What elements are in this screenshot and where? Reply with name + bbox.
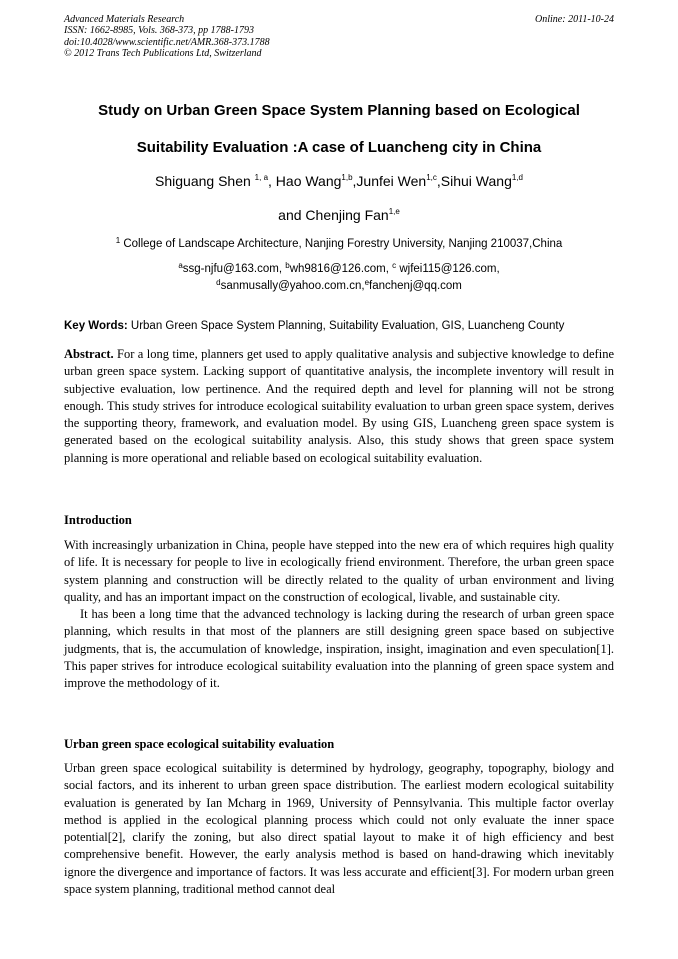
author-affil-mark: 1,b xyxy=(341,173,353,182)
email-mark: e xyxy=(364,277,370,287)
abstract-text: For a long time, planners get used to apply qualitative analysis and subjective knowledge to define urban green space system. Lacking support of quantitative analysis, the incomplete inventory will result in subjective evaluation, low pertinence. And the required depth and level for planning will not be strong enough. This study strives for introduce ecological suitability evaluation to urban green space system, derives the supporting theory, framework, and evaluation model. By using GIS, Luancheng green space system is generated based on the ecological suitability analysis. Also, this study shows that green space system planning is more operational and reliable based on ecological suitability evaluation. xyxy=(64,347,614,465)
author-affil-mark: 1,d xyxy=(511,173,523,182)
journal-doi: doi:10.4028/www.scientific.net/AMR.368-373.1788 xyxy=(64,36,270,48)
email-link[interactable]: sanmusally@yahoo.com.cn, xyxy=(220,279,365,292)
email-mark: b xyxy=(285,261,290,270)
section-heading-evaluation: Urban green space ecological suitability evaluation xyxy=(64,737,335,751)
email-mark: a xyxy=(178,261,183,270)
email-mark: d xyxy=(216,277,221,287)
paragraph: Urban green space ecological suitability is determined by hydrology, geography, topography, biology and social factors, and its inherent to urban green space distribution. The earliest modern ecological suitability evaluation is generated by Ian Mcharg in 1969, University of Pennsylvania. This multiple factor overlay method is applied in the ecological planning process which could not only evaluate the inner space potential[2], clarify the zoning, but also direct spatial layout to make it of high efficiency and best comprehensive benefit. However, the early analysis method is based on hand-drawing which inevitably ignore the divergence and importance of factors. It was less accurate and efficient[3]. For modern urban green space system planning, traditional method cannot deal xyxy=(64,761,614,897)
abstract xyxy=(64,346,614,467)
affiliation-text: College of Landscape Architecture, Nanjing Forestry University, Nanjing 210037,China xyxy=(120,238,563,250)
author-name: and Chenjing Fan xyxy=(278,207,389,223)
journal-name: Advanced Materials Research xyxy=(64,14,185,25)
author-emails xyxy=(64,261,614,294)
evaluation-section xyxy=(64,760,614,950)
email-link[interactable]: wh9816@126.com, xyxy=(289,263,393,275)
section-heading-introduction: Introduction xyxy=(64,513,132,527)
author-affil-mark: 1,e xyxy=(388,207,400,216)
keywords-label: Key Words: xyxy=(64,320,128,332)
journal-header xyxy=(64,14,614,60)
email-mark: c xyxy=(392,261,397,270)
email-link[interactable]: ssg-njfu@163.com, xyxy=(182,263,286,275)
title-line-1: Study on Urban Green Space System Planning based on Ecological xyxy=(98,102,580,119)
author-name: Shiguang Shen xyxy=(155,173,251,189)
affiliation xyxy=(64,236,614,252)
author-list xyxy=(64,164,614,232)
paragraph: It has been a long time that the advanced technology is lacking during the research of urban green space planning, which results in that most of the planners are still designing green space based on subjective judgments, that is, the accumulation of knowledge, inspiration, insight, imagination and even speculation[1]. This paper strives for introduce ecological suitability evaluation into the planning of green space system and improve the methodology of it. xyxy=(64,607,614,691)
keywords-text: Urban Green Space System Planning, Suitability Evaluation, GIS, Luancheng County xyxy=(127,320,565,332)
journal-issn: ISSN: 1662-8985, Vols. 368-373, pp 1788-1793 xyxy=(64,25,254,37)
author-name: , Hao Wang xyxy=(268,173,342,189)
email-line-2 xyxy=(64,278,614,295)
email-line-1 xyxy=(64,261,614,278)
author-name: ,Junfei Wen xyxy=(352,173,427,189)
author-name: ,Sihui Wang xyxy=(436,173,512,189)
paper-title xyxy=(64,92,614,166)
author-line-2 xyxy=(64,198,614,232)
author-affil-mark: 1, a xyxy=(254,173,269,182)
affiliation-mark: 1 xyxy=(115,236,121,245)
keywords xyxy=(64,318,614,334)
author-line-1 xyxy=(64,164,614,198)
author-affil-mark: 1,c xyxy=(426,173,437,182)
introduction-section xyxy=(64,537,614,693)
online-date: Online: 2011-10-24 xyxy=(535,14,614,25)
title-line-2: Suitability Evaluation :A case of Luancheng city in China xyxy=(136,139,542,156)
journal-info xyxy=(64,14,614,60)
email-link[interactable]: fanchenj@qq.com xyxy=(369,279,462,292)
paragraph: With increasingly urbanization in China, people have stepped into the new era of which requires high quality of life. It is necessary for people to live in ecologically friend environment. Therefore, the urban green space system planning and construction will be directly related to the quality of urban environment and living quality, and has an important impact on the construction of ecological, livable, and sustainable city. xyxy=(64,538,614,604)
journal-copyright: © 2012 Trans Tech Publications Ltd, Switzerland xyxy=(64,48,262,60)
email-link[interactable]: wjfei115@126.com, xyxy=(396,263,500,275)
abstract-label: Abstract. xyxy=(64,347,114,361)
